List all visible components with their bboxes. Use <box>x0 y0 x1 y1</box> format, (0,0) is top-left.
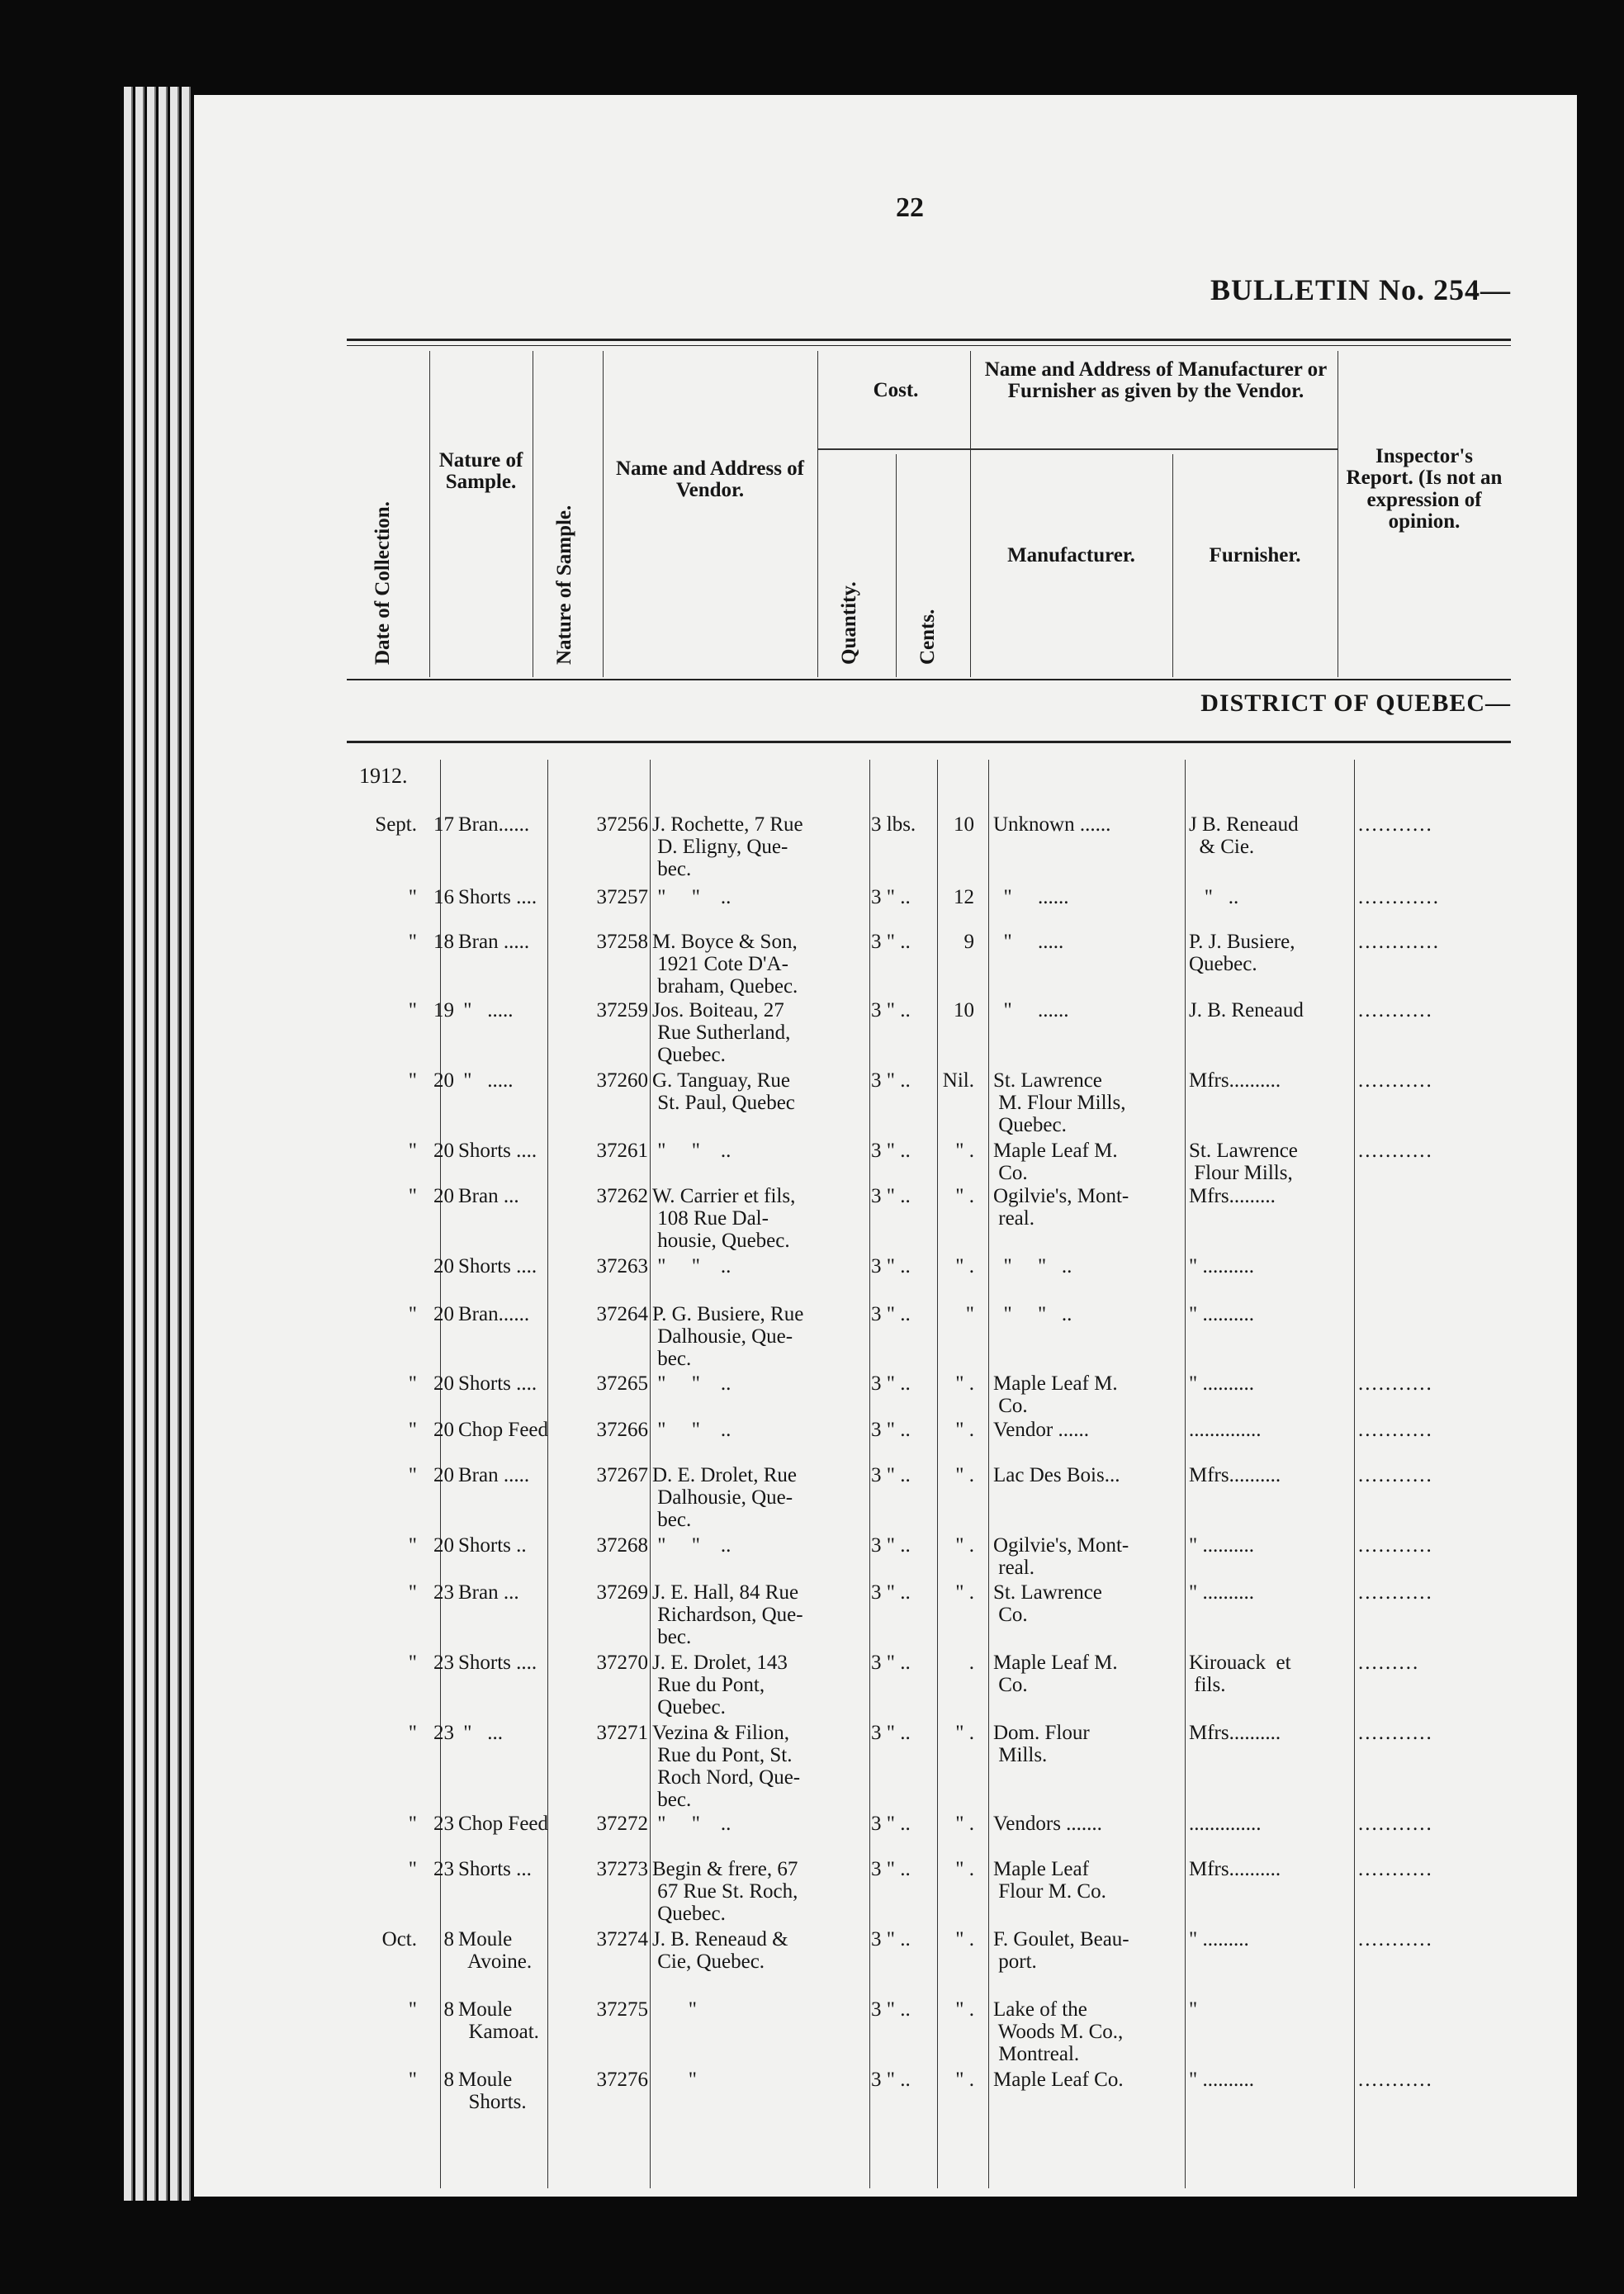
row-inspector-report: ........... <box>1358 813 1433 836</box>
row-day: 20 <box>433 1069 454 1092</box>
row-cents: " . <box>955 1928 974 1950</box>
row-cents: " . <box>955 2069 974 2091</box>
row-vendor: W. Carrier et fils, 108 Rue Dal- housie, Quebec. <box>652 1185 796 1252</box>
row-month: " <box>408 1419 417 1441</box>
row-inspector-report: ............ <box>1358 931 1440 953</box>
row-inspector-report: ........... <box>1358 1372 1433 1395</box>
row-vendor: J. E. Hall, 84 Rue Richardson, Que- bec. <box>652 1581 803 1648</box>
row-furnisher: " ......... <box>1189 1928 1249 1950</box>
row-vendor: P. G. Busiere, Rue Dalhousie, Que- bec. <box>652 1303 804 1370</box>
header-furnisher: Furnisher. <box>1209 544 1301 566</box>
row-manufacturer: Maple Leaf M. Co. <box>993 1140 1118 1184</box>
row-sample-number: 37270 <box>596 1652 648 1674</box>
row-furnisher: J. B. Reneaud <box>1189 999 1304 1021</box>
row-manufacturer: " ..... <box>993 931 1064 953</box>
row-day: 23 <box>433 1581 454 1604</box>
row-furnisher: " .......... <box>1189 2069 1254 2091</box>
row-quantity: 3 " .. <box>871 1998 911 2021</box>
row-vendor: " <box>652 1998 697 2021</box>
row-inspector-report: ........... <box>1358 1858 1433 1880</box>
bulletin-title: BULLETIN No. 254— <box>1210 273 1511 306</box>
row-cents: " . <box>955 1858 974 1880</box>
row-month: " <box>408 999 417 1021</box>
row-month: " <box>408 886 417 908</box>
row-inspector-report: ........... <box>1358 1581 1433 1604</box>
row-nature-of-sample: " ..... <box>458 999 514 1021</box>
row-month: " <box>408 1998 417 2021</box>
row-day: 8 <box>443 1998 454 2021</box>
row-sample-number: 37276 <box>596 2069 648 2091</box>
row-nature-of-sample: Bran ... <box>458 1581 519 1604</box>
row-nature-of-sample: Shorts .... <box>458 886 537 908</box>
row-sample-number: 37259 <box>596 999 648 1021</box>
row-cents: " . <box>955 1185 974 1207</box>
row-furnisher: Mfrs.......... <box>1189 1858 1281 1880</box>
row-furnisher: Mfrs.......... <box>1189 1464 1281 1486</box>
row-furnisher: " .......... <box>1189 1534 1254 1557</box>
row-sample-number: 37266 <box>596 1419 648 1441</box>
row-day: 20 <box>433 1419 454 1441</box>
row-sample-number: 37274 <box>596 1928 648 1950</box>
row-manufacturer: St. Lawrence M. Flour Mills, Quebec. <box>993 1069 1126 1136</box>
row-furnisher: " .......... <box>1189 1581 1254 1604</box>
row-cents: " . <box>955 1464 974 1486</box>
row-day: 23 <box>433 1652 454 1674</box>
row-month: " <box>408 1858 417 1880</box>
header-inspector: Inspector's Report. (Is not an expression of opinion. <box>1346 445 1503 533</box>
row-manufacturer: Unknown ...... <box>993 813 1111 836</box>
row-month: " <box>408 1534 417 1557</box>
row-quantity: 3 " .. <box>871 1464 911 1486</box>
row-quantity: 3 " .. <box>871 1303 911 1325</box>
row-month: Sept. <box>375 813 417 836</box>
row-month: " <box>408 2069 417 2091</box>
row-cents: Nil. <box>942 1069 974 1092</box>
header-date-of-collection: Date of Collection. <box>372 501 394 665</box>
row-inspector-report: ........... <box>1358 1419 1433 1441</box>
row-manufacturer: Vendor ...... <box>993 1419 1089 1441</box>
row-sample-number: 37265 <box>596 1372 648 1395</box>
row-cents: 10 <box>954 999 974 1021</box>
row-inspector-report: ........... <box>1358 1069 1433 1092</box>
row-quantity: 3 " .. <box>871 1372 911 1395</box>
row-nature-of-sample: Chop Feed <box>458 1419 549 1441</box>
row-quantity: 3 " .. <box>871 1581 911 1604</box>
row-nature-of-sample: Bran ..... <box>458 931 530 953</box>
row-vendor: " " .. <box>652 1419 732 1441</box>
row-inspector-report: ........... <box>1358 1464 1433 1486</box>
row-cents: " . <box>955 1998 974 2021</box>
row-sample-number: 37263 <box>596 1255 648 1277</box>
row-cents: . <box>968 1652 974 1674</box>
row-vendor: " " .. <box>652 1255 732 1277</box>
row-cents: " . <box>955 1419 974 1441</box>
row-vendor: Jos. Boiteau, 27 Rue Sutherland, Quebec. <box>652 999 791 1066</box>
row-quantity: 3 " .. <box>871 886 911 908</box>
header-manufacturer: Manufacturer. <box>1007 544 1135 566</box>
row-furnisher: .............. <box>1189 1813 1262 1835</box>
row-inspector-report: ........... <box>1358 1928 1433 1950</box>
row-month: " <box>408 1813 417 1835</box>
row-sample-number: 37261 <box>596 1140 648 1162</box>
row-vendor: " " .. <box>652 1140 732 1162</box>
row-sample-number: 37275 <box>596 1998 648 2021</box>
row-day: 20 <box>433 1303 454 1325</box>
row-day: 8 <box>443 2069 454 2091</box>
row-sample-number: 37273 <box>596 1858 648 1880</box>
row-nature-of-sample: Bran...... <box>458 1303 530 1325</box>
row-cents: 12 <box>954 886 974 908</box>
row-month: " <box>408 1652 417 1674</box>
row-vendor: " " .. <box>652 886 732 908</box>
row-manufacturer: Maple Leaf Flour M. Co. <box>993 1858 1106 1903</box>
row-nature-of-sample: Shorts .... <box>458 1372 537 1395</box>
row-day: 23 <box>433 1722 454 1744</box>
row-vendor: J. Rochette, 7 Rue D. Eligny, Que- bec. <box>652 813 803 880</box>
district-title: DISTRICT OF QUEBEC— <box>1200 690 1511 717</box>
row-nature-of-sample: Chop Feed <box>458 1813 549 1835</box>
row-furnisher: Mfrs......... <box>1189 1185 1276 1207</box>
row-nature-of-sample: Shorts .... <box>458 1652 537 1674</box>
row-manufacturer: " " .. <box>993 1303 1072 1325</box>
row-sample-number: 37260 <box>596 1069 648 1092</box>
row-vendor: " " .. <box>652 1372 732 1395</box>
row-vendor: M. Boyce & Son, 1921 Cote D'A- braham, Quebec. <box>652 931 798 998</box>
header-top-rule <box>347 339 1511 341</box>
header-quantity: Quantity. <box>838 581 860 665</box>
row-manufacturer: Lac Des Bois... <box>993 1464 1120 1486</box>
row-quantity: 3 " .. <box>871 1858 911 1880</box>
row-manufacturer: Lake of the Woods M. Co., Montreal. <box>993 1998 1124 2065</box>
row-nature-of-sample: Bran ..... <box>458 1464 530 1486</box>
table-header <box>347 343 1511 673</box>
row-furnisher: P. J. Busiere, Quebec. <box>1189 931 1295 975</box>
row-quantity: 3 " .. <box>871 1534 911 1557</box>
row-quantity: 3 " .. <box>871 1185 911 1207</box>
row-day: 19 <box>433 999 454 1021</box>
row-nature-of-sample: " ... <box>458 1722 503 1744</box>
row-cents: " . <box>955 1372 974 1395</box>
row-sample-number: 37269 <box>596 1581 648 1604</box>
row-month: " <box>408 1581 417 1604</box>
header-vendor: Name and Address of Vendor. <box>615 457 805 502</box>
row-quantity: 3 " .. <box>871 1652 911 1674</box>
row-inspector-report: ........... <box>1358 999 1433 1021</box>
row-manufacturer: Maple Leaf Co. <box>993 2069 1124 2091</box>
row-cents: " . <box>955 1534 974 1557</box>
row-day: 17 <box>433 813 454 836</box>
row-manufacturer: F. Goulet, Beau- port. <box>993 1928 1129 1973</box>
row-cents: 10 <box>954 813 974 836</box>
row-nature-of-sample: Shorts .... <box>458 1255 537 1277</box>
row-inspector-report: ........... <box>1358 1140 1433 1162</box>
row-manufacturer: Maple Leaf M. Co. <box>993 1372 1118 1417</box>
row-quantity: 3 " .. <box>871 1069 911 1092</box>
row-cents: " . <box>955 1581 974 1604</box>
row-nature-of-sample: Moule Avoine. <box>458 1928 533 1973</box>
row-furnisher: Mfrs.......... <box>1189 1069 1281 1092</box>
row-manufacturer: Maple Leaf M. Co. <box>993 1652 1118 1696</box>
row-sample-number: 37258 <box>596 931 648 953</box>
row-manufacturer: Dom. Flour Mills. <box>993 1722 1090 1766</box>
row-day: 20 <box>433 1534 454 1557</box>
row-cents: " . <box>955 1140 974 1162</box>
row-furnisher: St. Lawrence Flour Mills, <box>1189 1140 1298 1184</box>
row-nature-of-sample: Shorts ... <box>458 1858 532 1880</box>
row-quantity: 3 " .. <box>871 931 911 953</box>
row-furnisher: " .......... <box>1189 1303 1254 1325</box>
row-inspector-report: ........... <box>1358 1534 1433 1557</box>
row-quantity: 3 " .. <box>871 2069 911 2091</box>
row-day: 20 <box>433 1372 454 1395</box>
row-nature-of-sample: Bran...... <box>458 813 530 836</box>
row-quantity: 3 " .. <box>871 1928 911 1950</box>
row-sample-number: 37271 <box>596 1722 648 1744</box>
row-manufacturer: " ...... <box>993 999 1069 1021</box>
row-day: 20 <box>433 1185 454 1207</box>
row-inspector-report: ......... <box>1358 1652 1420 1674</box>
row-furnisher: .............. <box>1189 1419 1262 1441</box>
row-month: " <box>408 1722 417 1744</box>
row-cents: " . <box>955 1255 974 1277</box>
row-inspector-report: ........... <box>1358 2069 1433 2091</box>
row-day: 20 <box>433 1140 454 1162</box>
row-vendor: Begin & frere, 67 67 Rue St. Roch, Quebec. <box>652 1858 798 1925</box>
row-vendor: " <box>652 2069 697 2091</box>
row-day: 18 <box>433 931 454 953</box>
header-nature-of-sample: Nature of Sample. <box>438 449 523 494</box>
page-number: 22 <box>896 192 924 223</box>
row-cents: " . <box>955 1813 974 1835</box>
row-manufacturer: Ogilvie's, Mont- real. <box>993 1534 1129 1579</box>
row-vendor: J. B. Reneaud & Cie, Quebec. <box>652 1928 788 1973</box>
row-inspector-report: ............ <box>1358 886 1440 908</box>
row-cents: 9 <box>964 931 974 953</box>
row-furnisher: " <box>1189 1998 1198 2021</box>
district-rule <box>347 741 1511 743</box>
row-quantity: 3 " .. <box>871 1813 911 1835</box>
row-inspector-report: ........... <box>1358 1722 1433 1744</box>
row-vendor: G. Tanguay, Rue St. Paul, Quebec <box>652 1069 795 1114</box>
row-month: " <box>408 1372 417 1395</box>
row-month: " <box>408 1069 417 1092</box>
row-quantity: 3 " .. <box>871 1722 911 1744</box>
row-day: 8 <box>443 1928 454 1950</box>
row-furnisher: J B. Reneaud & Cie. <box>1189 813 1299 858</box>
row-nature-of-sample: Moule Kamoat. <box>458 1998 539 2043</box>
document-page <box>194 95 1577 2197</box>
row-sample-number: 37264 <box>596 1303 648 1325</box>
row-month: " <box>408 1140 417 1162</box>
row-day: 20 <box>433 1464 454 1486</box>
row-furnisher: " .. <box>1189 886 1239 908</box>
row-manufacturer: Vendors ....... <box>993 1813 1102 1835</box>
row-day: 16 <box>433 886 454 908</box>
row-day: 23 <box>433 1858 454 1880</box>
row-vendor: D. E. Drolet, Rue Dalhousie, Que- bec. <box>652 1464 797 1531</box>
header-nature-of-sample-vertical: Nature of Sample. <box>553 505 575 665</box>
row-furnisher: Kirouack et fils. <box>1189 1652 1291 1696</box>
row-vendor: " " .. <box>652 1813 732 1835</box>
row-quantity: 3 " .. <box>871 1419 911 1441</box>
row-vendor: J. E. Drolet, 143 Rue du Pont, Quebec. <box>652 1652 788 1718</box>
row-nature-of-sample: Shorts .. <box>458 1534 527 1557</box>
year-label: 1912. <box>359 764 408 788</box>
row-nature-of-sample: Bran ... <box>458 1185 519 1207</box>
row-manufacturer: " " .. <box>993 1255 1072 1277</box>
row-month: " <box>408 931 417 953</box>
row-quantity: 3 " .. <box>871 1255 911 1277</box>
row-vendor: " " .. <box>652 1534 732 1557</box>
row-sample-number: 37257 <box>596 886 648 908</box>
row-sample-number: 37268 <box>596 1534 648 1557</box>
row-sample-number: 37267 <box>596 1464 648 1486</box>
row-furnisher: Mfrs.......... <box>1189 1722 1281 1744</box>
row-nature-of-sample: Shorts .... <box>458 1140 537 1162</box>
row-cents: " . <box>955 1722 974 1744</box>
row-furnisher: " .......... <box>1189 1255 1254 1277</box>
row-nature-of-sample: " ..... <box>458 1069 514 1092</box>
header-bottom-rule <box>347 679 1511 680</box>
row-month: " <box>408 1303 417 1325</box>
header-cost: Cost. <box>873 379 919 401</box>
row-inspector-report: ........... <box>1358 1813 1433 1835</box>
row-day: 20 <box>433 1255 454 1277</box>
row-manufacturer: Ogilvie's, Mont- real. <box>993 1185 1129 1230</box>
row-nature-of-sample: Moule Shorts. <box>458 2069 527 2113</box>
row-vendor: Vezina & Filion, Rue du Pont, St. Roch Nord, Que- bec. <box>652 1722 801 1811</box>
header-cents: Cents. <box>916 609 939 665</box>
row-manufacturer: " ...... <box>993 886 1069 908</box>
row-sample-number: 37272 <box>596 1813 648 1835</box>
row-cents: " <box>965 1303 974 1325</box>
row-quantity: 3 " .. <box>871 1140 911 1162</box>
row-month: " <box>408 1185 417 1207</box>
row-quantity: 3 lbs. <box>871 813 916 836</box>
row-month: Oct. <box>381 1928 417 1950</box>
row-furnisher: " .......... <box>1189 1372 1254 1395</box>
row-month: " <box>408 1464 417 1486</box>
row-sample-number: 37262 <box>596 1185 648 1207</box>
row-manufacturer: St. Lawrence Co. <box>993 1581 1102 1626</box>
row-sample-number: 37256 <box>596 813 648 836</box>
row-day: 23 <box>433 1813 454 1835</box>
header-manufacturer-group: Name and Address of Manufacturer or Furnisher as given by the Vendor. <box>984 358 1328 403</box>
row-quantity: 3 " .. <box>871 999 911 1021</box>
